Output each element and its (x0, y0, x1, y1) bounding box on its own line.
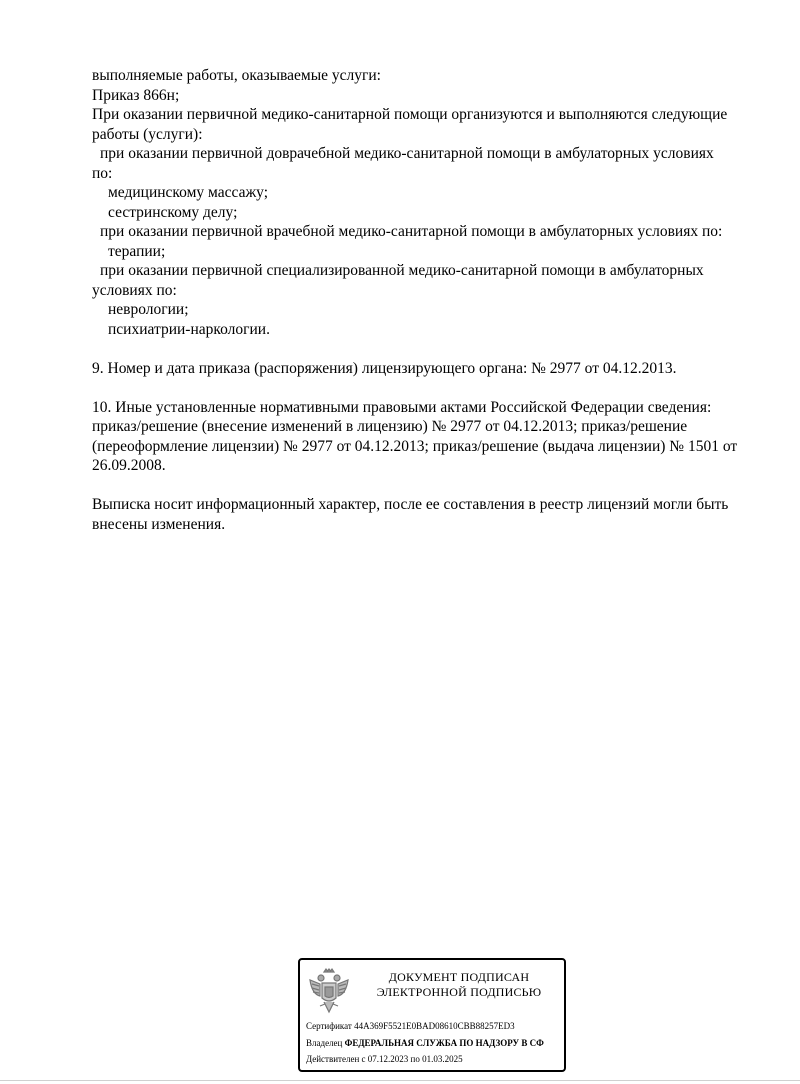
text-line: Приказ 866н; (92, 86, 180, 104)
text-line: При оказании первичной медико-санитарной помощи организуются и выполняются следующие (92, 106, 728, 123)
text-line: при оказании первичной специализированной медико-санитарной помощи в амбулаторных (100, 262, 704, 279)
notice-line: Выписка носит информационный характер, после ее составления в реестр лицензий могли быть (92, 496, 729, 513)
notice-line: внесены изменения. (92, 515, 226, 533)
text-line: работы (услуги): (92, 125, 203, 143)
owner-label: Владелец (306, 1037, 343, 1048)
text-line: выполняемые работы, оказываемые услуги: (92, 67, 381, 84)
double-headed-eagle-emblem-icon (306, 966, 352, 1018)
certificate-label: Сертификат (306, 1021, 352, 1031)
item-10-line: 10. Иные установленные нормативными правовыми актами Российской Федерации сведения: (92, 398, 712, 416)
item-10-line: 26.09.2008. (92, 457, 166, 474)
document-body (92, 66, 782, 534)
text-line: медицинскому массажу; (108, 184, 269, 201)
text-line: сестринскому делу; (108, 203, 238, 221)
text-line: по: (92, 164, 113, 182)
item-10-line: приказ/решение (внесение изменений в лицензию) № 2977 от 04.12.2013; приказ/решение (92, 418, 688, 435)
electronic-signature-stamp (298, 958, 566, 1072)
stamp-title (360, 970, 558, 1000)
certificate-value: 44A369F5521E0BAD08610CBB88257ED3 (354, 1021, 515, 1031)
certificate-row (306, 1018, 544, 1035)
owner-row (306, 1035, 544, 1052)
text-line: условиях по: (92, 281, 177, 299)
text-line: при оказании первичной врачебной медико-санитарной помощи в амбулаторных условиях по: (100, 223, 723, 240)
text-line: психиатрии-наркологии. (108, 320, 270, 338)
owner-value: ФЕДЕРАЛЬНАЯ СЛУЖБА ПО НАДЗОРУ В СФ (344, 1037, 544, 1048)
validity-row: Действителен с 07.12.2023 по 01.03.2025 (306, 1054, 463, 1064)
item-10-line: (переоформление лицензии) № 2977 от 04.12.2013; приказ/решение (выдача лицензии) № 1501 от (92, 437, 738, 455)
stamp-title-line: ДОКУМЕНТ ПОДПИСАН (388, 970, 530, 984)
item-9: 9. Номер и дата приказа (распоряжения) лицензирующего органа: № 2977 от 04.12.2013. (92, 359, 677, 377)
text-line: терапии; (108, 242, 166, 260)
page-bottom-divider (0, 1080, 800, 1081)
text-line: при оказании первичной доврачебной медико-санитарной помощи в амбулаторных условиях (100, 145, 714, 162)
stamp-details (306, 1018, 544, 1068)
stamp-title-line: ЭЛЕКТРОННОЙ ПОДПИСЬЮ (376, 985, 542, 999)
text-line: неврологии; (108, 301, 189, 318)
